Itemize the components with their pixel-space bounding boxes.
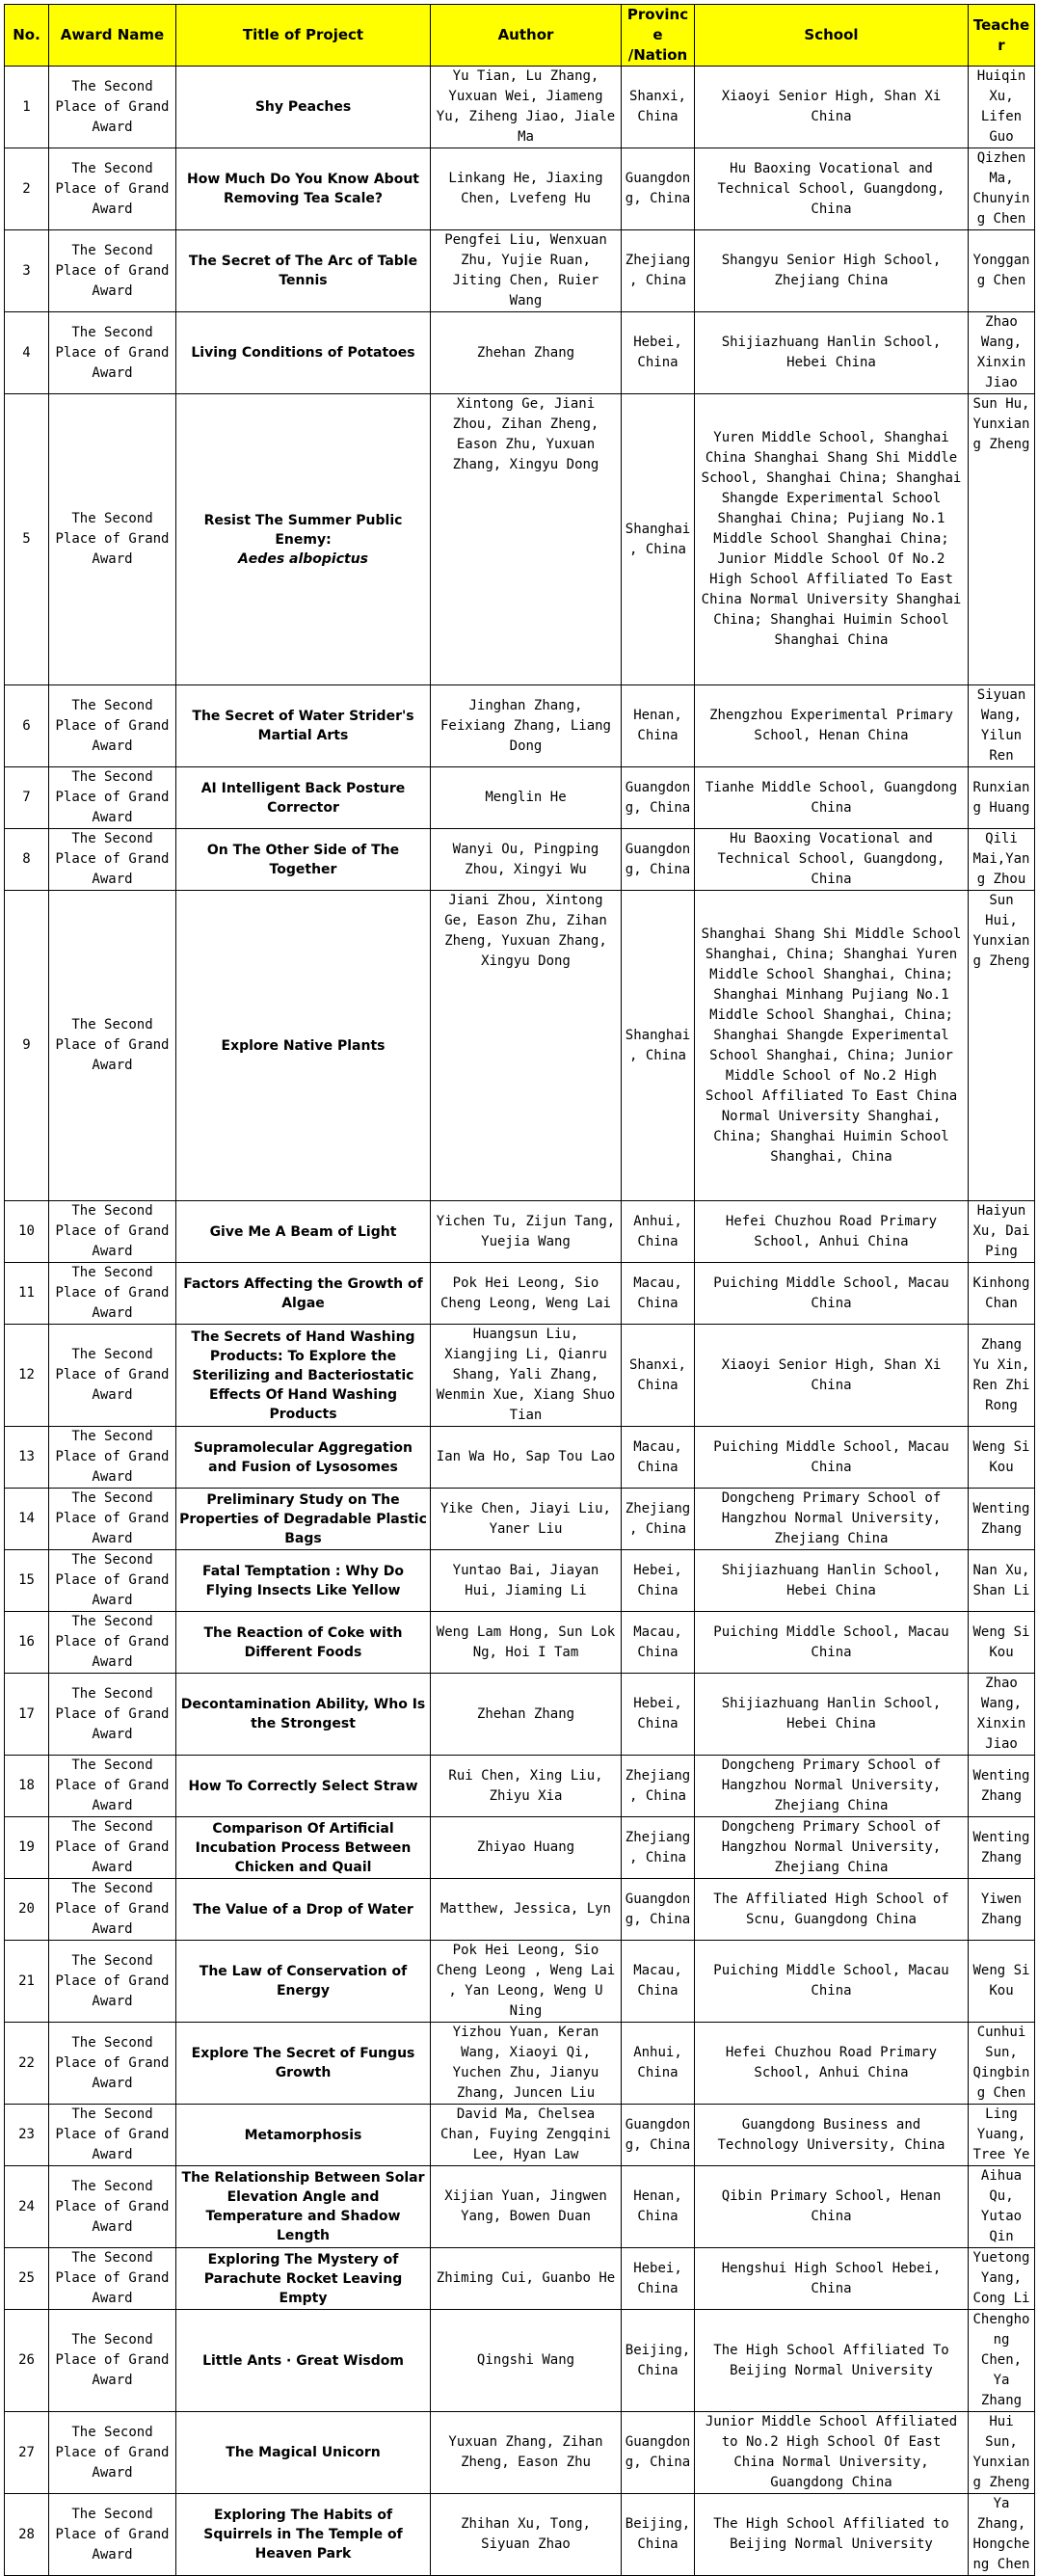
cell-author: Ian Wa Ho, Sap Tou Lao bbox=[431, 1427, 622, 1489]
cell-title: Decontamination Ability, Who Is the Strongest bbox=[176, 1674, 431, 1756]
cell-author: Zhehan Zhang bbox=[431, 1674, 622, 1756]
cell-award-name: The Second Place of Grand Award bbox=[49, 685, 176, 767]
cell-province: Guangdong, China bbox=[622, 2412, 695, 2494]
cell-award-name: The Second Place of Grand Award bbox=[49, 1941, 176, 2023]
cell-award-name: The Second Place of Grand Award bbox=[49, 2105, 176, 2166]
cell-teacher: Cunhui Sun, Qingbing Chen bbox=[969, 2023, 1035, 2105]
cell-school: Shanghai Shang Shi Middle School Shanghai, China; Shanghai Yuren Middle School Shanghai, China; Shanghai Minhang Pujiang No.1 Middle School Shanghai, China; Shanghai Shangde Experimental School Shanghai, China; Junior Middle School of No.2 High School Affiliated To East China Normal University Shanghai, China; Shanghai Huimin School Shanghai, China bbox=[695, 891, 969, 1201]
cell-province: Beijing, China bbox=[622, 2310, 695, 2412]
cell-province: Zhejiang, China bbox=[622, 230, 695, 312]
cell-teacher: Nan Xu, Shan Li bbox=[969, 1550, 1035, 1612]
cell-province: Anhui, China bbox=[622, 1201, 695, 1263]
cell-no: 3 bbox=[5, 230, 49, 312]
cell-title: Living Conditions of Potatoes bbox=[176, 312, 431, 394]
cell-school: Xiaoyi Senior High, Shan Xi China bbox=[695, 1325, 969, 1427]
cell-no: 14 bbox=[5, 1489, 49, 1550]
cell-no: 12 bbox=[5, 1325, 49, 1427]
cell-province: Guangdong, China bbox=[622, 829, 695, 891]
cell-province: Macau, China bbox=[622, 1941, 695, 2023]
cell-teacher: Weng Si Kou bbox=[969, 1941, 1035, 2023]
cell-school: Dongcheng Primary School of Hangzhou Normal University, Zhejiang China bbox=[695, 1756, 969, 1817]
cell-school: Hefei Chuzhou Road Primary School, Anhui China bbox=[695, 2023, 969, 2105]
cell-no: 24 bbox=[5, 2166, 49, 2248]
cell-no: 21 bbox=[5, 1941, 49, 2023]
cell-award-name: The Second Place of Grand Award bbox=[49, 1817, 176, 1879]
cell-title: Explore The Secret of Fungus Growth bbox=[176, 2023, 431, 2105]
cell-province: Hebei, China bbox=[622, 1550, 695, 1612]
cell-author: Jiani Zhou, Xintong Ge, Eason Zhu, Zihan Zheng, Yuxuan Zhang, Xingyu Dong bbox=[431, 891, 622, 1201]
cell-award-name: The Second Place of Grand Award bbox=[49, 1756, 176, 1817]
table-row bbox=[5, 394, 1035, 685]
cell-no: 20 bbox=[5, 1879, 49, 1941]
cell-no: 19 bbox=[5, 1817, 49, 1879]
table-row bbox=[5, 2105, 1035, 2166]
table-row bbox=[5, 1817, 1035, 1879]
cell-no: 10 bbox=[5, 1201, 49, 1263]
cell-award-name: The Second Place of Grand Award bbox=[49, 1201, 176, 1263]
cell-school: Hu Baoxing Vocational and Technical School, Guangdong, China bbox=[695, 148, 969, 230]
cell-title: The Relationship Between Solar Elevation Angle and Temperature and Shadow Length bbox=[176, 2166, 431, 2248]
table-row bbox=[5, 2248, 1035, 2310]
cell-no: 2 bbox=[5, 148, 49, 230]
cell-teacher: Chenghong Chen, Ya Zhang bbox=[969, 2310, 1035, 2412]
cell-no: 16 bbox=[5, 1612, 49, 1674]
cell-award-name: The Second Place of Grand Award bbox=[49, 2310, 176, 2412]
cell-no: 7 bbox=[5, 767, 49, 829]
cell-title: Little Ants · Great Wisdom bbox=[176, 2310, 431, 2412]
cell-author: Yichen Tu, Zijun Tang, Yuejia Wang bbox=[431, 1201, 622, 1263]
cell-school: Tianhe Middle School, Guangdong China bbox=[695, 767, 969, 829]
table-row bbox=[5, 1489, 1035, 1550]
cell-school: Puiching Middle School, Macau China bbox=[695, 1612, 969, 1674]
table-row bbox=[5, 148, 1035, 230]
cell-school: Shijiazhuang Hanlin School, Hebei China bbox=[695, 312, 969, 394]
cell-no: 22 bbox=[5, 2023, 49, 2105]
cell-title: Supramolecular Aggregation and Fusion of Lysosomes bbox=[176, 1427, 431, 1489]
cell-school: Guangdong Business and Technology University, China bbox=[695, 2105, 969, 2166]
table-row bbox=[5, 1674, 1035, 1756]
cell-province: Guangdong, China bbox=[622, 2105, 695, 2166]
title-text: Resist The Summer Public Enemy: bbox=[203, 512, 403, 548]
cell-teacher: Wenting Zhang bbox=[969, 1817, 1035, 1879]
cell-school: The High School Affiliated To Beijing Normal University bbox=[695, 2310, 969, 2412]
cell-province: Beijing, China bbox=[622, 2494, 695, 2576]
cell-school: Puiching Middle School, Macau China bbox=[695, 1427, 969, 1489]
cell-school: Yuren Middle School, Shanghai China Shanghai Shang Shi Middle School, Shanghai China; Shanghai Shangde Experimental School Shanghai China; Pujiang No.1 Middle School Shanghai China; Junior Middle School Of No.2 High School Affiliated To East China Normal University Shanghai China; Shanghai Huimin School Shanghai China bbox=[695, 394, 969, 685]
cell-author: Yike Chen, Jiayi Liu, Yaner Liu bbox=[431, 1489, 622, 1550]
cell-teacher: Ya Zhang, Hongcheng Chen bbox=[969, 2494, 1035, 2576]
header-title: Title of Project bbox=[176, 5, 431, 67]
cell-title: Factors Affecting the Growth of Algae bbox=[176, 1263, 431, 1325]
cell-author: Zhiyao Huang bbox=[431, 1817, 622, 1879]
cell-award-name: The Second Place of Grand Award bbox=[49, 312, 176, 394]
table-row bbox=[5, 1550, 1035, 1612]
table-row bbox=[5, 312, 1035, 394]
cell-school: Puiching Middle School, Macau China bbox=[695, 1263, 969, 1325]
cell-award-name: The Second Place of Grand Award bbox=[49, 67, 176, 148]
cell-teacher: Zhao Wang, Xinxin Jiao bbox=[969, 312, 1035, 394]
cell-no: 11 bbox=[5, 1263, 49, 1325]
cell-teacher: Yonggang Chen bbox=[969, 230, 1035, 312]
cell-no: 27 bbox=[5, 2412, 49, 2494]
cell-teacher: Siyuan Wang, Yilun Ren bbox=[969, 685, 1035, 767]
cell-province: Henan, China bbox=[622, 2166, 695, 2248]
cell-province: Guangdong, China bbox=[622, 148, 695, 230]
cell-title: Give Me A Beam of Light bbox=[176, 1201, 431, 1263]
table-row bbox=[5, 230, 1035, 312]
cell-teacher: Zhang Yu Xin, Ren Zhi Rong bbox=[969, 1325, 1035, 1427]
cell-title: The Secret of The Arc of Table Tennis bbox=[176, 230, 431, 312]
cell-award-name: The Second Place of Grand Award bbox=[49, 2166, 176, 2248]
cell-school: Dongcheng Primary School of Hangzhou Normal University, Zhejiang China bbox=[695, 1817, 969, 1879]
cell-province: Shanghai, China bbox=[622, 891, 695, 1201]
cell-no: 28 bbox=[5, 2494, 49, 2576]
cell-no: 4 bbox=[5, 312, 49, 394]
table-row bbox=[5, 767, 1035, 829]
cell-no: 8 bbox=[5, 829, 49, 891]
cell-award-name: The Second Place of Grand Award bbox=[49, 1427, 176, 1489]
cell-award-name: The Second Place of Grand Award bbox=[49, 2494, 176, 2576]
cell-no: 9 bbox=[5, 891, 49, 1201]
cell-author: Matthew, Jessica, Lyn bbox=[431, 1879, 622, 1941]
cell-author: Weng Lam Hong, Sun Lok Ng, Hoi I Tam bbox=[431, 1612, 622, 1674]
cell-award-name: The Second Place of Grand Award bbox=[49, 1263, 176, 1325]
cell-award-name: The Second Place of Grand Award bbox=[49, 1489, 176, 1550]
table-row bbox=[5, 829, 1035, 891]
awards-table bbox=[4, 4, 1035, 2576]
cell-province: Hebei, China bbox=[622, 312, 695, 394]
table-row bbox=[5, 2166, 1035, 2248]
cell-award-name: The Second Place of Grand Award bbox=[49, 2023, 176, 2105]
cell-province: Zhejiang, China bbox=[622, 1817, 695, 1879]
cell-title: Shy Peaches bbox=[176, 67, 431, 148]
table-row bbox=[5, 2310, 1035, 2412]
cell-school: The Affiliated High School of Scnu, Guangdong China bbox=[695, 1879, 969, 1941]
cell-no: 23 bbox=[5, 2105, 49, 2166]
title-species-text: Aedes albopictus bbox=[237, 550, 369, 567]
cell-province: Shanghai, China bbox=[622, 394, 695, 685]
cell-school: Puiching Middle School, Macau China bbox=[695, 1941, 969, 2023]
cell-title: The Secret of Water Strider's Martial Arts bbox=[176, 685, 431, 767]
cell-school: Qibin Primary School, Henan China bbox=[695, 2166, 969, 2248]
cell-title: On The Other Side of The Together bbox=[176, 829, 431, 891]
cell-award-name: The Second Place of Grand Award bbox=[49, 829, 176, 891]
cell-author: Linkang He, Jiaxing Chen, Lvefeng Hu bbox=[431, 148, 622, 230]
cell-title: The Law of Conservation of Energy bbox=[176, 1941, 431, 2023]
header-teacher: Teacher bbox=[969, 5, 1035, 67]
cell-title: Preliminary Study on The Properties of Degradable Plastic Bags bbox=[176, 1489, 431, 1550]
header-row bbox=[5, 5, 1035, 67]
cell-no: 25 bbox=[5, 2248, 49, 2310]
cell-province: Hebei, China bbox=[622, 2248, 695, 2310]
cell-no: 1 bbox=[5, 67, 49, 148]
cell-title: How To Correctly Select Straw bbox=[176, 1756, 431, 1817]
cell-province: Guangdong, China bbox=[622, 767, 695, 829]
cell-author: Zhehan Zhang bbox=[431, 312, 622, 394]
cell-author: Menglin He bbox=[431, 767, 622, 829]
cell-teacher: Yiwen Zhang bbox=[969, 1879, 1035, 1941]
cell-award-name: The Second Place of Grand Award bbox=[49, 767, 176, 829]
header-school: School bbox=[695, 5, 969, 67]
cell-title: The Reaction of Coke with Different Foods bbox=[176, 1612, 431, 1674]
cell-title: Fatal Temptation : Why Do Flying Insects Like Yellow bbox=[176, 1550, 431, 1612]
cell-teacher: Kinhong Chan bbox=[969, 1263, 1035, 1325]
cell-school: Xiaoyi Senior High, Shan Xi China bbox=[695, 67, 969, 148]
cell-award-name: The Second Place of Grand Award bbox=[49, 230, 176, 312]
cell-province: Shanxi, China bbox=[622, 67, 695, 148]
cell-title: Metamorphosis bbox=[176, 2105, 431, 2166]
cell-title: The Magical Unicorn bbox=[176, 2412, 431, 2494]
cell-award-name: The Second Place of Grand Award bbox=[49, 1674, 176, 1756]
cell-teacher: Wenting Zhang bbox=[969, 1756, 1035, 1817]
cell-author: David Ma, Chelsea Chan, Fuying Zengqini Lee, Hyan Law bbox=[431, 2105, 622, 2166]
table-row bbox=[5, 1201, 1035, 1263]
cell-province: Zhejiang, China bbox=[622, 1756, 695, 1817]
table-row bbox=[5, 1427, 1035, 1489]
cell-province: Anhui, China bbox=[622, 2023, 695, 2105]
cell-award-name: The Second Place of Grand Award bbox=[49, 2412, 176, 2494]
cell-teacher: Sun Hu, Yunxiang Zheng bbox=[969, 394, 1035, 685]
cell-school: Hefei Chuzhou Road Primary School, Anhui China bbox=[695, 1201, 969, 1263]
cell-school: Shijiazhuang Hanlin School, Hebei China bbox=[695, 1674, 969, 1756]
table-row bbox=[5, 2412, 1035, 2494]
cell-author: Yu Tian, Lu Zhang, Yuxuan Wei, Jiameng Yu, Ziheng Jiao, Jiale Ma bbox=[431, 67, 622, 148]
cell-author: Jinghan Zhang, Feixiang Zhang, Liang Dong bbox=[431, 685, 622, 767]
cell-teacher: Huiqin Xu, Lifen Guo bbox=[969, 67, 1035, 148]
cell-title: The Secrets of Hand Washing Products: To Explore the Sterilizing and Bacteriostatic Effects Of Hand Washing Products bbox=[176, 1325, 431, 1427]
table-row bbox=[5, 2023, 1035, 2105]
cell-teacher: Wenting Zhang bbox=[969, 1489, 1035, 1550]
header-province: Province /Nation bbox=[622, 5, 695, 67]
cell-school: Dongcheng Primary School of Hangzhou Normal University, Zhejiang China bbox=[695, 1489, 969, 1550]
cell-province: Macau, China bbox=[622, 1612, 695, 1674]
cell-author: Xijian Yuan, Jingwen Yang, Bowen Duan bbox=[431, 2166, 622, 2248]
cell-teacher: Runxiang Huang bbox=[969, 767, 1035, 829]
cell-province: Guangdong, China bbox=[622, 1879, 695, 1941]
cell-title: AI Intelligent Back Posture Corrector bbox=[176, 767, 431, 829]
cell-award-name: The Second Place of Grand Award bbox=[49, 2248, 176, 2310]
table-row bbox=[5, 67, 1035, 148]
cell-no: 18 bbox=[5, 1756, 49, 1817]
cell-author: Wanyi Ou, Pingping Zhou, Xingyi Wu bbox=[431, 829, 622, 891]
cell-province: Zhejiang, China bbox=[622, 1489, 695, 1550]
cell-province: Macau, China bbox=[622, 1263, 695, 1325]
cell-no: 13 bbox=[5, 1427, 49, 1489]
cell-author: Yuxuan Zhang, Zihan Zheng, Eason Zhu bbox=[431, 2412, 622, 2494]
cell-teacher: Qizhen Ma, Chunying Chen bbox=[969, 148, 1035, 230]
cell-teacher: Weng Si Kou bbox=[969, 1427, 1035, 1489]
cell-school: Hu Baoxing Vocational and Technical School, Guangdong, China bbox=[695, 829, 969, 891]
table-row bbox=[5, 1756, 1035, 1817]
cell-award-name: The Second Place of Grand Award bbox=[49, 148, 176, 230]
cell-teacher: Weng Si Kou bbox=[969, 1612, 1035, 1674]
cell-author: Yuntao Bai, Jiayan Hui, Jiaming Li bbox=[431, 1550, 622, 1612]
cell-author: Pok Hei Leong, Sio Cheng Leong , Weng Lai , Yan Leong, Weng U Ning bbox=[431, 1941, 622, 2023]
cell-province: Shanxi, China bbox=[622, 1325, 695, 1427]
cell-title bbox=[176, 394, 431, 685]
table-row bbox=[5, 1612, 1035, 1674]
cell-school: Zhengzhou Experimental Primary School, Henan China bbox=[695, 685, 969, 767]
cell-school: Hengshui High School Hebei, China bbox=[695, 2248, 969, 2310]
cell-teacher: Hui Sun, Yunxiang Zheng bbox=[969, 2412, 1035, 2494]
cell-teacher: Haiyun Xu, Dai Ping bbox=[969, 1201, 1035, 1263]
cell-title: The Value of a Drop of Water bbox=[176, 1879, 431, 1941]
cell-school: Shangyu Senior High School, Zhejiang China bbox=[695, 230, 969, 312]
cell-teacher: Aihua Qu, Yutao Qin bbox=[969, 2166, 1035, 2248]
cell-province: Henan, China bbox=[622, 685, 695, 767]
cell-author: Zhihan Xu, Tong, Siyuan Zhao bbox=[431, 2494, 622, 2576]
cell-school: The High School Affiliated to Beijing Normal University bbox=[695, 2494, 969, 2576]
header-award-name: Award Name bbox=[49, 5, 176, 67]
cell-school: Junior Middle School Affiliated to No.2 High School Of East China Normal University, Guangdong China bbox=[695, 2412, 969, 2494]
cell-no: 26 bbox=[5, 2310, 49, 2412]
cell-no: 17 bbox=[5, 1674, 49, 1756]
table-row bbox=[5, 891, 1035, 1201]
cell-no: 5 bbox=[5, 394, 49, 685]
cell-school: Shijiazhuang Hanlin School, Hebei China bbox=[695, 1550, 969, 1612]
cell-author: Xintong Ge, Jiani Zhou, Zihan Zheng, Eason Zhu, Yuxuan Zhang, Xingyu Dong bbox=[431, 394, 622, 685]
cell-author: Zhiming Cui, Guanbo He bbox=[431, 2248, 622, 2310]
cell-teacher: Zhao Wang, Xinxin Jiao bbox=[969, 1674, 1035, 1756]
cell-teacher: Yuetong Yang, Cong Li bbox=[969, 2248, 1035, 2310]
cell-province: Macau, China bbox=[622, 1427, 695, 1489]
cell-author: Yizhou Yuan, Keran Wang, Xiaoyi Qi, Yuchen Zhu, Jianyu Zhang, Juncen Liu bbox=[431, 2023, 622, 2105]
cell-award-name: The Second Place of Grand Award bbox=[49, 394, 176, 685]
cell-author: Pengfei Liu, Wenxuan Zhu, Yujie Ruan, Jiting Chen, Ruier Wang bbox=[431, 230, 622, 312]
cell-teacher: Ling Yuang, Tree Ye bbox=[969, 2105, 1035, 2166]
table-row bbox=[5, 1325, 1035, 1427]
cell-award-name: The Second Place of Grand Award bbox=[49, 1550, 176, 1612]
cell-author: Qingshi Wang bbox=[431, 2310, 622, 2412]
cell-award-name: The Second Place of Grand Award bbox=[49, 1879, 176, 1941]
cell-award-name: The Second Place of Grand Award bbox=[49, 891, 176, 1201]
cell-title: Explore Native Plants bbox=[176, 891, 431, 1201]
cell-teacher: Sun Hui, Yunxiang Zheng bbox=[969, 891, 1035, 1201]
cell-award-name: The Second Place of Grand Award bbox=[49, 1325, 176, 1427]
cell-title: Comparison Of Artificial Incubation Process Between Chicken and Quail bbox=[176, 1817, 431, 1879]
header-author: Author bbox=[431, 5, 622, 67]
cell-teacher: Qili Mai,Yang Zhou bbox=[969, 829, 1035, 891]
header-no: No. bbox=[5, 5, 49, 67]
cell-no: 15 bbox=[5, 1550, 49, 1612]
cell-author: Pok Hei Leong, Sio Cheng Leong, Weng Lai bbox=[431, 1263, 622, 1325]
cell-title: Exploring The Habits of Squirrels in The Temple of Heaven Park bbox=[176, 2494, 431, 2576]
cell-province: Hebei, China bbox=[622, 1674, 695, 1756]
cell-author: Rui Chen, Xing Liu, Zhiyu Xia bbox=[431, 1756, 622, 1817]
table-row bbox=[5, 1879, 1035, 1941]
table-row bbox=[5, 1263, 1035, 1325]
table-row bbox=[5, 1941, 1035, 2023]
table-row bbox=[5, 2494, 1035, 2576]
cell-title: How Much Do You Know About Removing Tea Scale? bbox=[176, 148, 431, 230]
cell-title: Exploring The Mystery of Parachute Rocket Leaving Empty bbox=[176, 2248, 431, 2310]
table-row bbox=[5, 685, 1035, 767]
table-body bbox=[5, 67, 1035, 2576]
cell-author: Huangsun Liu, Xiangjing Li, Qianru Shang, Yali Zhang, Wenmin Xue, Xiang Shuo Tian bbox=[431, 1325, 622, 1427]
cell-award-name: The Second Place of Grand Award bbox=[49, 1612, 176, 1674]
cell-no: 6 bbox=[5, 685, 49, 767]
